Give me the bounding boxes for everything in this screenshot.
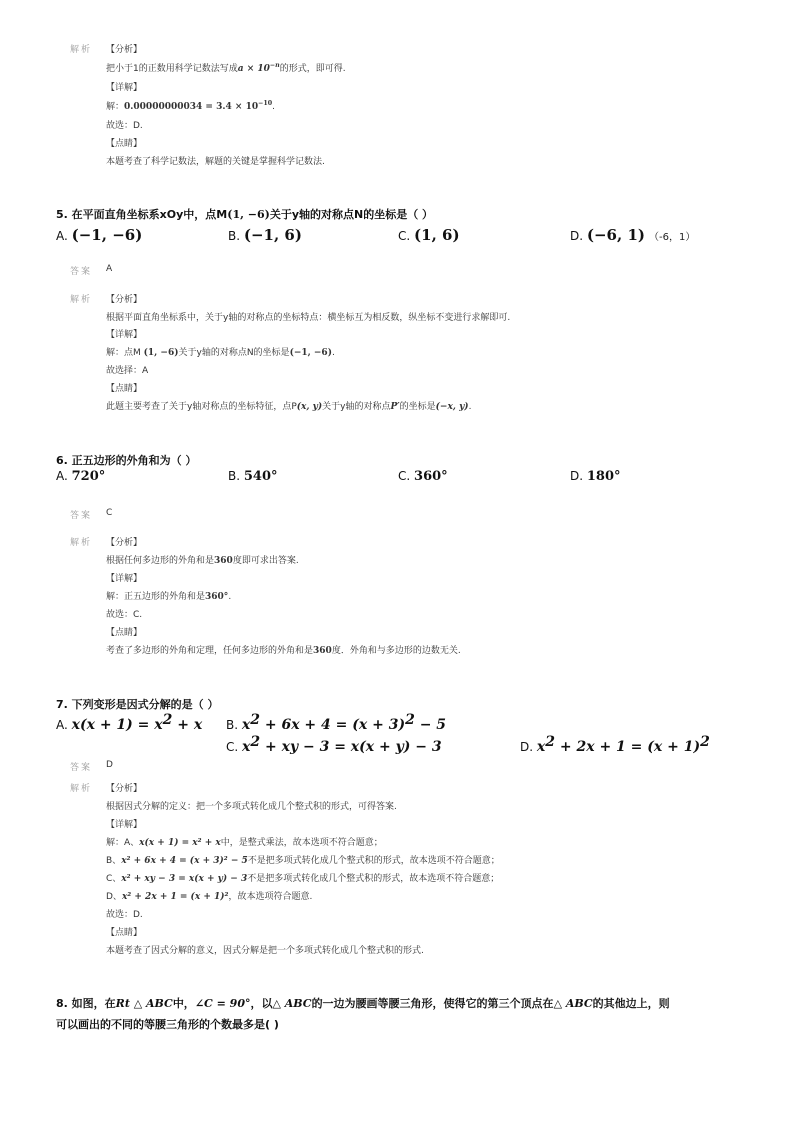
q6-answer: C	[106, 508, 113, 518]
fenxi-text: 根据因式分解的定义：把一个多项式转化成几个整式积的形式，可得答案.	[106, 802, 397, 812]
q6-option-a: A. 720°	[56, 469, 106, 484]
q6-option-d: D. 180°	[570, 469, 621, 484]
xiangjie-heading: 【详解】	[106, 330, 143, 340]
q5-answer: A	[106, 264, 113, 274]
q5-option-c: C. (1, 6)	[398, 226, 460, 244]
jie-line-c: C、x² + xy − 3 = x(x + y) − 3不是把多项式转化成几个整式积的形式，故本选项不符合题意；	[106, 874, 500, 884]
q7-option-b: B. $x^2 + 6x + 4 = (x + 3)^2 - 5$	[226, 712, 447, 733]
fenxi-heading: 【分析】	[106, 45, 143, 55]
q7-option-a: A. $x(x + 1) = x^2 + x$	[56, 712, 203, 733]
jie-line-b: B、x² + 6x + 4 = (x + 3)² − 5不是把多项式转化成几个整式积的形式，故本选项不符合题意；	[106, 856, 500, 866]
choose-line: 故选：D.	[106, 910, 143, 920]
dianjing-heading: 【点睛】	[106, 384, 143, 394]
analysis-label: 解析	[70, 295, 93, 305]
dianjing-text: 考查了多边形的外角和定理，任何多边形的外角和是360度．外角和与多边形的边数无关.	[106, 646, 461, 656]
fenxi-text: 把小于1的正数用科学记数法写成$a \times 10^{-n}$的形式，即可得.	[106, 62, 346, 74]
q5-option-a: A. (−1, −6)	[56, 226, 143, 244]
dianjing-text: 此题主要考查了关于y轴对称点的坐标特征，点P(x, y)关于y轴的对称点P′的坐标是(−x, y).	[106, 402, 472, 412]
fenxi-heading: 【分析】	[106, 538, 143, 548]
dianjing-heading: 【点睛】	[106, 139, 143, 149]
jie-line-a: 解：A、x(x + 1) = x² + x中，是整式乘法，故本选项不符合题意；	[106, 838, 383, 848]
jie-line: 解：点M (1, −6)关于y轴的对称点N的坐标是(−1, −6).	[106, 348, 335, 358]
fenxi-text: 根据任何多边形的外角和是360度即可求出答案.	[106, 556, 299, 566]
q7-stem: 7. 下列变形是因式分解的是（ ）	[56, 698, 219, 711]
dianjing-text: 本题考查了因式分解的意义，因式分解是把一个多项式转化成几个整式积的形式.	[106, 946, 424, 956]
jie-line: 解：正五边形的外角和是360°.	[106, 592, 232, 602]
answer-label: 答案	[70, 511, 93, 521]
analysis-label: 解析	[70, 45, 93, 55]
xiangjie-heading: 【详解】	[106, 820, 143, 830]
fenxi-heading: 【分析】	[106, 295, 143, 305]
answer-label: 答案	[70, 763, 93, 773]
q8-stem-line2: 可以画出的不同的等腰三角形的个数最多是( )	[56, 1018, 279, 1031]
analysis-label: 解析	[70, 784, 93, 794]
q5-option-d: D. (−6, 1) （-6，1）	[570, 226, 696, 244]
analysis-label: 解析	[70, 538, 93, 548]
q7-option-c: C. $x^2$ + xy − 3 = x(x + y) − 3	[226, 734, 442, 755]
q6-option-c: C. 360°	[398, 469, 448, 484]
q8-stem-line1: 8. 如图，在Rt △ ABC中，∠C = 90°，以△ ABC的一边为腰画等腰三角形，使得它的第三个顶点在△ ABC的其他边上，则	[56, 997, 670, 1010]
xiangjie-heading: 【详解】	[106, 83, 143, 93]
choose-line: 故选择：A	[106, 366, 149, 376]
q5-stem: 5. 在平面直角坐标系xOy中，点M(1, −6)关于y轴的对称点N的坐标是（ ）	[56, 208, 434, 221]
answer-label: 答案	[70, 267, 93, 277]
q7-answer: D	[106, 760, 113, 770]
dianjing-heading: 【点睛】	[106, 628, 143, 638]
q6-stem: 6. 正五边形的外角和为（ ）	[56, 454, 197, 467]
dianjing-heading: 【点睛】	[106, 928, 143, 938]
jie-line: 解：$0.00000000034 = 3.4 \times 10^{-10}$.	[106, 100, 276, 112]
fenxi-heading: 【分析】	[106, 784, 143, 794]
choose-line: 故选：D.	[106, 121, 143, 131]
choose-line: 故选：C.	[106, 610, 143, 620]
q6-option-b: B. 540°	[228, 469, 278, 484]
q5-option-b: B. (−1, 6)	[228, 226, 302, 244]
dianjing-text: 本题考查了科学记数法，解题的关键是掌握科学记数法.	[106, 157, 325, 167]
xiangjie-heading: 【详解】	[106, 574, 143, 584]
jie-line-d: D、x² + 2x + 1 = (x + 1)²，故本选项符合题意.	[106, 892, 313, 902]
fenxi-text: 根据平面直角坐标系中，关于y轴的对称点的坐标特点：横坐标互为相反数，纵坐标不变进行求解即可.	[106, 313, 511, 323]
q7-option-d: D. $x^2 + 2x + 1 = (x + 1)^2$	[520, 734, 710, 755]
